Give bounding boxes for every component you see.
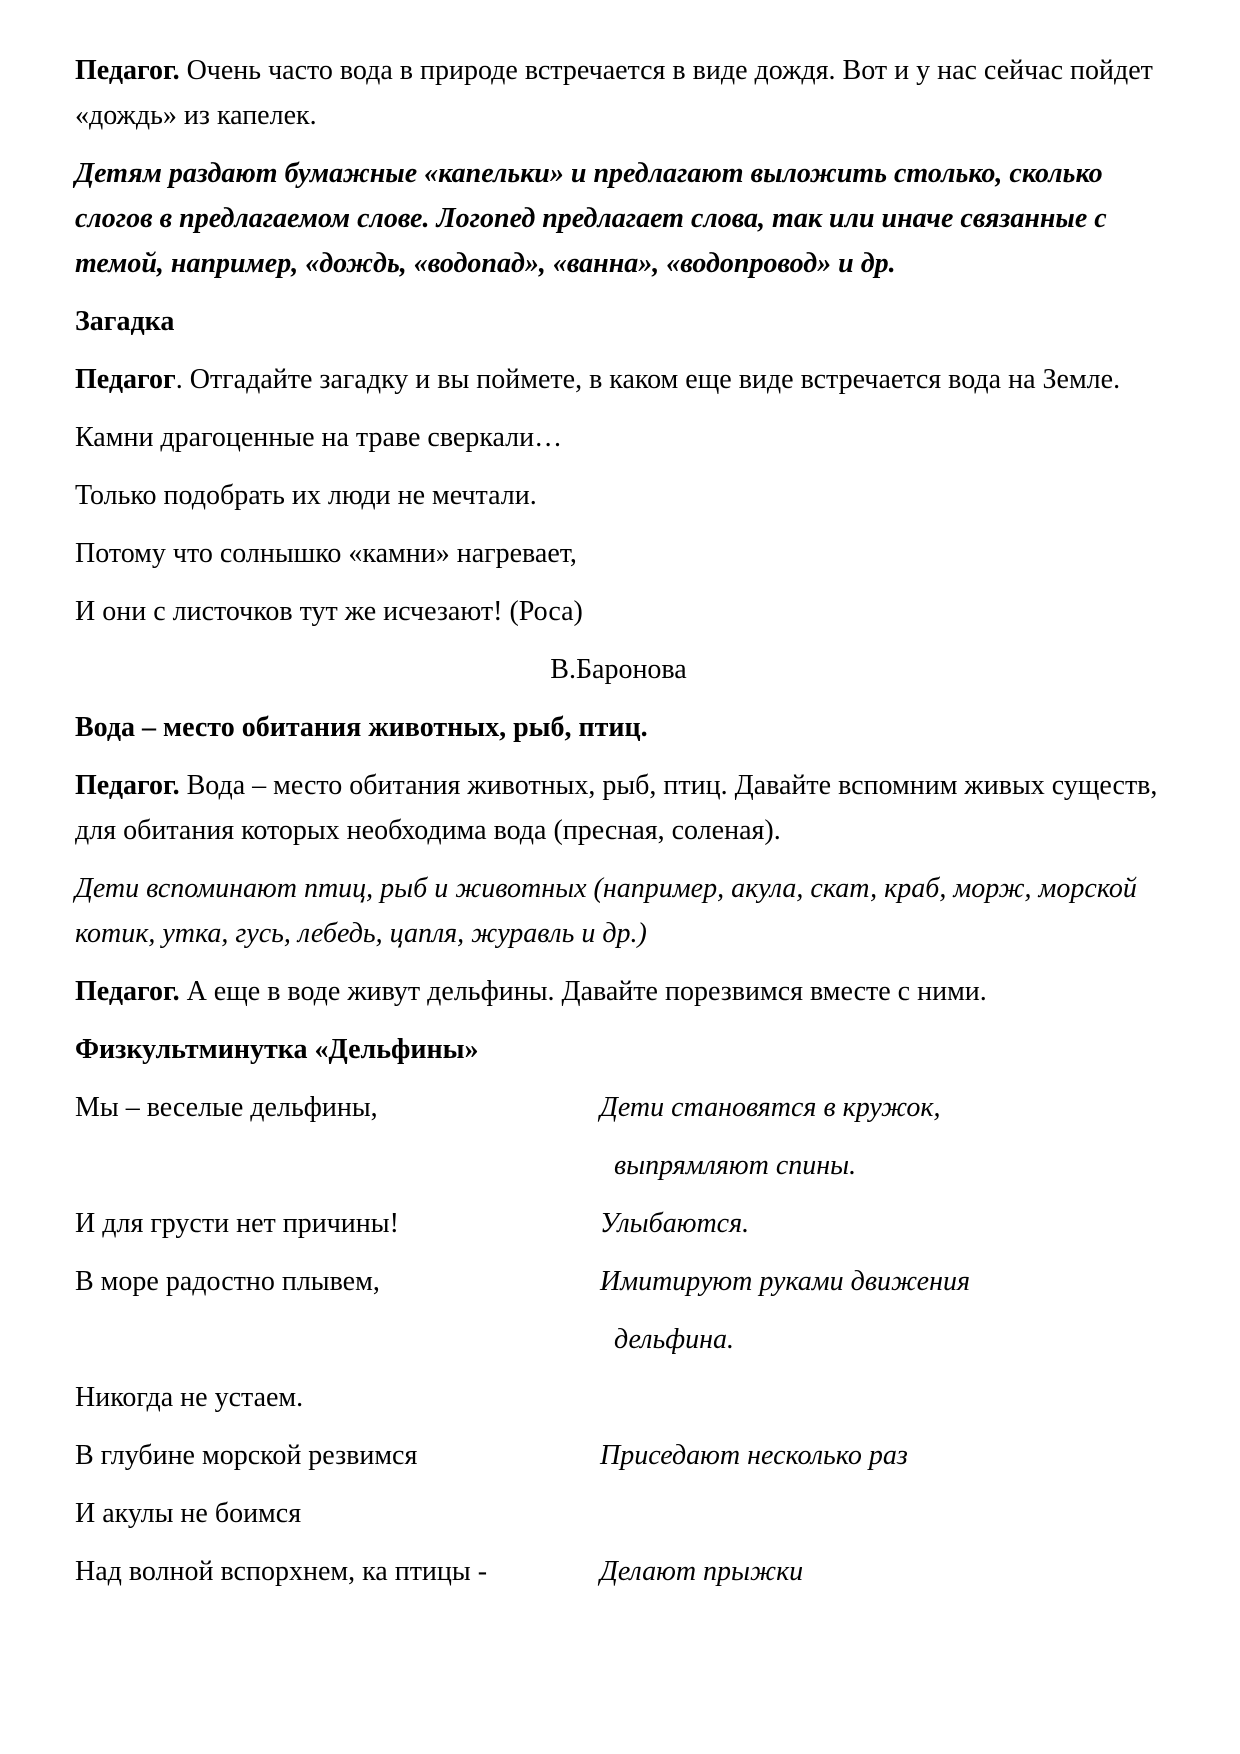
exercise-row [75, 1375, 1162, 1420]
exercise-line-right: Дети становятся в кружок, [600, 1092, 941, 1123]
paragraph-teacher-habitat [75, 763, 1162, 853]
exercise-row [75, 1317, 1162, 1362]
exercise-line-left: Никогда не устаем. [75, 1382, 304, 1413]
poem-author: В.Баронова [550, 654, 687, 685]
exercise-row [75, 1549, 1162, 1594]
speaker-label: Педагог. [75, 55, 180, 86]
paragraph-teacher-dolphins [75, 969, 1162, 1014]
poem-line: Камни драгоценные на траве сверкали… [75, 422, 563, 453]
exercise-line-left: И для грусти нет причины! [75, 1208, 399, 1239]
exercise-line-left [75, 1143, 600, 1188]
exercise-row [75, 1433, 1162, 1478]
exercise-line-left [75, 1317, 600, 1362]
paragraph-children-recall: Дети вспоминают птиц, рыб и животных (например, акула, скат, краб, морж, морской котик, утка, гусь, лебедь, цапля, журавль и др.) [75, 873, 1137, 949]
exercise-line-right: Имитируют руками движения [600, 1266, 970, 1297]
exercise-line-right: Делают прыжки [600, 1556, 804, 1587]
paragraph-instruction-droplets: Детям раздают бумажные «капельки» и предлагают выложить столько, сколько слогов в предлагаемом слове. Логопед предлагает слова, так или иначе связанные с темой, например, «дождь, «водопад», «ванна», «водопровод» и др. [75, 158, 1107, 279]
exercise-line-right: Приседают несколько раз [600, 1440, 908, 1471]
paragraph-text: Очень часто вода в природе встречается в виде дождя. Вот и у нас сейчас пойдет «дождь» из капелек. [75, 55, 1153, 131]
exercise-line-right [600, 1491, 1162, 1536]
heading-water-habitat: Вода – место обитания животных, рыб, птиц. [75, 712, 648, 743]
speaker-label: Педагог [75, 364, 176, 395]
heading-exercise-dolphins: Физкультминутка «Дельфины» [75, 1034, 479, 1065]
exercise-row [75, 1201, 1162, 1246]
exercise-line-left: Мы – веселые дельфины, [75, 1092, 378, 1123]
exercise-line-right: дельфина. [614, 1324, 734, 1355]
exercise-line-right: выпрямляют спины. [614, 1150, 857, 1181]
paragraph-text: А еще в воде живут дельфины. Давайте порезвимся вместе с ними. [179, 976, 987, 1007]
paragraph-teacher-rain [75, 48, 1162, 138]
exercise-line-left: В море радостно плывем, [75, 1266, 380, 1297]
exercise-row [75, 1085, 1162, 1130]
paragraph-text: Вода – место обитания животных, рыб, птиц. Давайте вспомним живых существ, для обитания которых необходима вода (пресная, соленая). [75, 770, 1158, 846]
paragraph-teacher-riddle [75, 357, 1162, 402]
exercise-line-right: Улыбаются. [600, 1208, 750, 1239]
paragraph-text: . Отгадайте загадку и вы поймете, в каком еще виде встречается вода на Земле. [175, 364, 1121, 395]
exercise-row [75, 1143, 1162, 1188]
poem-line: И они с листочков тут же исчезают! (Роса) [75, 596, 583, 627]
poem-line: Только подобрать их люди не мечтали. [75, 480, 537, 511]
exercise-line-left: Над волной вспорхнем, ка птицы - [75, 1556, 488, 1587]
exercise-line-left: В глубине морской резвимся [75, 1440, 418, 1471]
speaker-label: Педагог. [75, 770, 180, 801]
exercise-row [75, 1491, 1162, 1536]
heading-riddle: Загадка [75, 306, 175, 337]
poem-line: Потому что солнышко «камни» нагревает, [75, 538, 577, 569]
speaker-label: Педагог. [75, 976, 180, 1007]
exercise-line-left: И акулы не боимся [75, 1498, 302, 1529]
exercise-line-right [600, 1375, 1162, 1420]
exercise-row [75, 1259, 1162, 1304]
